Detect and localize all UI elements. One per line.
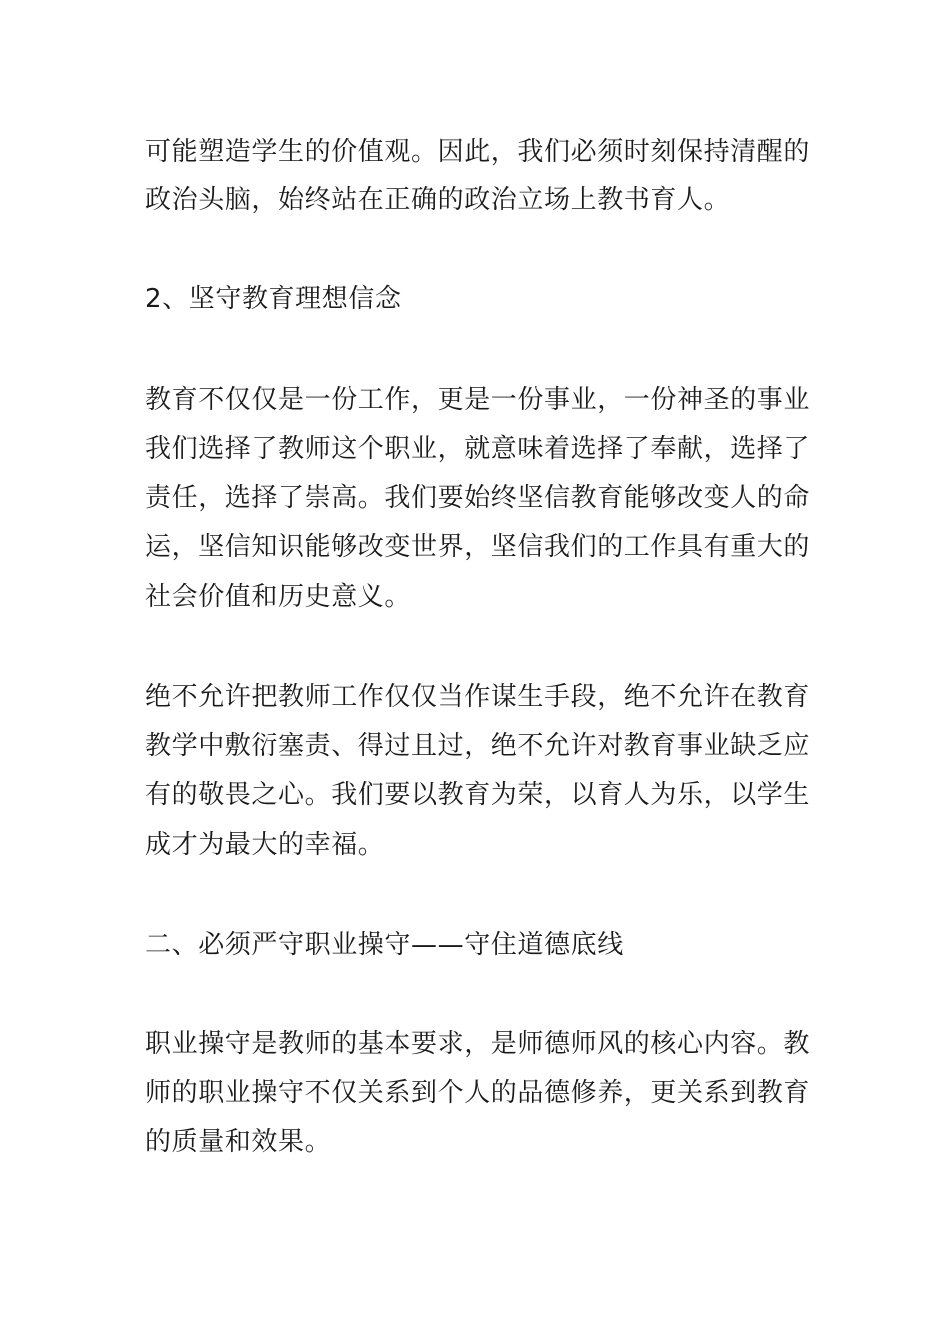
paragraph-1-line-1: 可能塑造学生的价值观。因此，我们必须时刻保持清醒的 [145, 137, 811, 167]
paragraph-4-line-1: 职业操守是教师的基本要求，是师德师风的核心内容。教 [145, 1029, 811, 1059]
section-heading: 二、必须严守职业操守——守住道德底线 [145, 930, 624, 960]
subheading-2: 2、坚守教育理想信念 [145, 284, 402, 314]
paragraph-2-line-5: 社会价值和历史意义。 [145, 582, 412, 612]
paragraph-2-line-4: 运，坚信知识能够改变世界，坚信我们的工作具有重大的 [145, 532, 811, 562]
paragraph-2-line-2: 我们选择了教师这个职业，就意味着选择了奉献，选择了 [145, 434, 811, 464]
paragraph-1-line-2: 政治头脑，始终站在正确的政治立场上教书育人。 [145, 185, 731, 215]
paragraph-3-line-1: 绝不允许把教师工作仅仅当作谋生手段，绝不允许在教育 [145, 682, 811, 712]
paragraph-3-line-2: 教学中敷衍塞责、得过且过，绝不允许对教育事业缺乏应 [145, 731, 811, 761]
paragraph-3-line-3: 有的敬畏之心。我们要以教育为荣，以育人为乐，以学生 [145, 780, 811, 810]
paragraph-2-line-3: 责任，选择了崇高。我们要始终坚信教育能够改变人的命 [145, 483, 811, 513]
paragraph-4-line-3: 的质量和效果。 [145, 1127, 332, 1157]
paragraph-4-line-2: 师的职业操守不仅关系到个人的品德修养，更关系到教育 [145, 1078, 811, 1108]
paragraph-2-line-1: 教育不仅仅是一份工作，更是一份事业，一份神圣的事业 [145, 385, 811, 415]
paragraph-3-line-4: 成才为最大的幸福。 [145, 830, 385, 860]
